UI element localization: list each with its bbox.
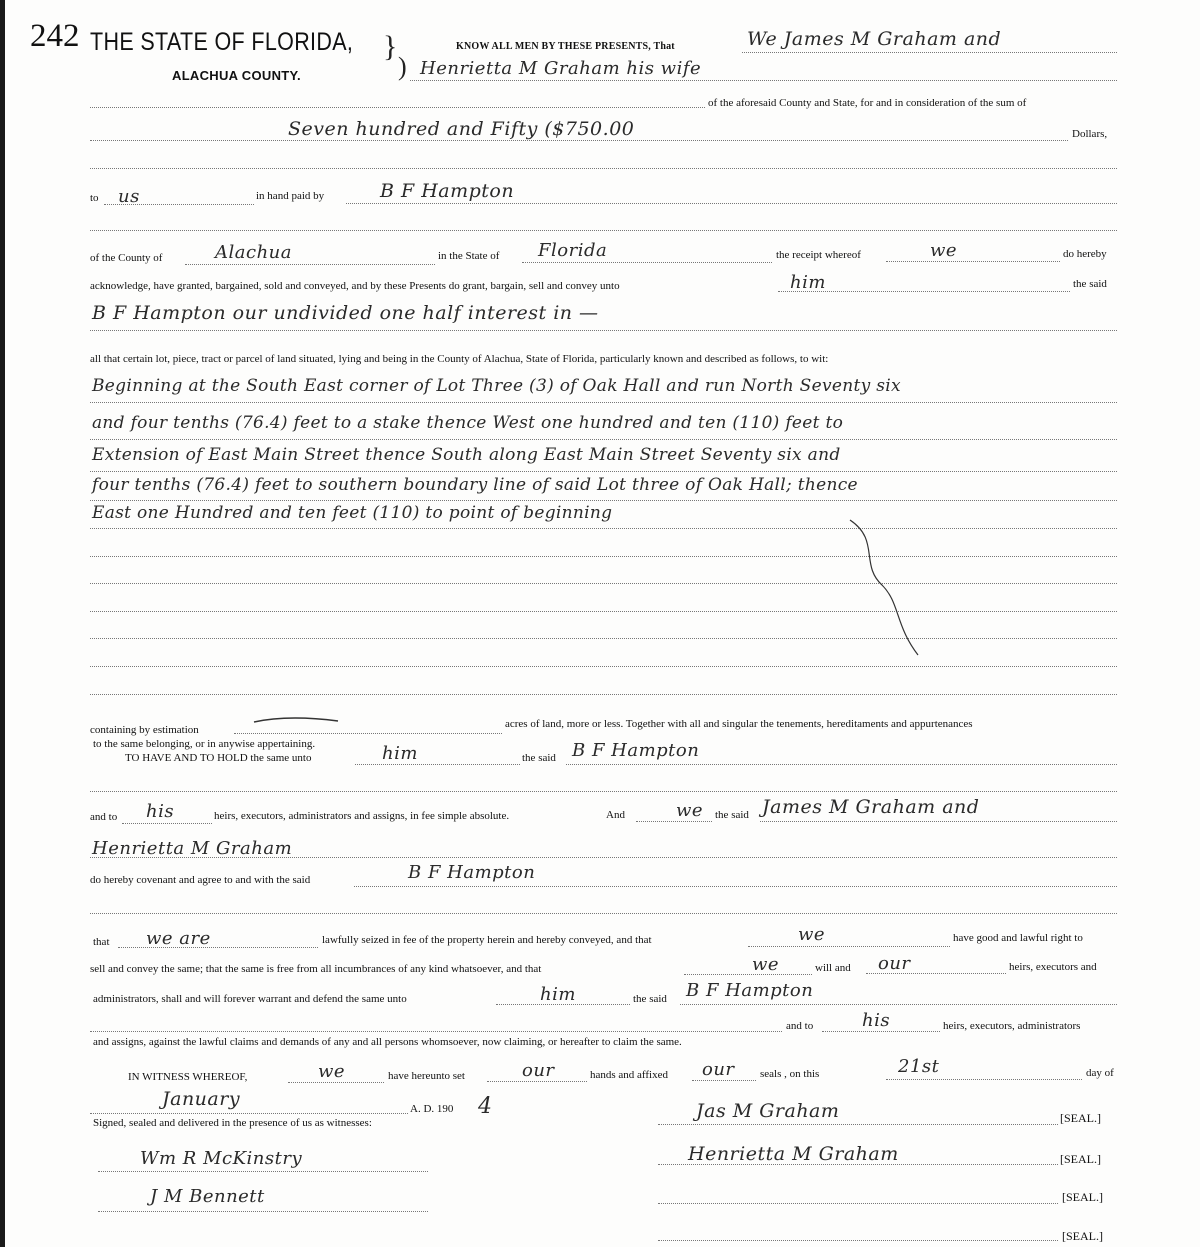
heirs-the-said: the said [715, 809, 749, 821]
seizure-we: we [798, 924, 826, 945]
covenantor-line-1: James M Graham and [762, 796, 980, 818]
dollars-label: Dollars, [1072, 128, 1108, 140]
grantor-signature-1: Jas M Graham [696, 1100, 840, 1122]
grantee-name: B F Hampton [380, 180, 515, 202]
interest-line: B F Hampton our undivided one half interest in — [92, 302, 599, 324]
assigns-and-to: and to [786, 1020, 814, 1032]
warrant-the-said: the said [633, 993, 667, 1005]
estimation-dash [252, 714, 342, 726]
to-have-grantee: B F Hampton [572, 740, 700, 761]
to-label: to [90, 192, 99, 204]
page-number: 242 [30, 18, 80, 54]
witness-signature-2: J M Bennett [150, 1186, 265, 1207]
warrant-unto-value: him [540, 984, 576, 1005]
lawfully-text: lawfully seized in fee of the property herein and hereby conveyed, and that [322, 934, 652, 946]
grantor-line-1: We James M Graham and [747, 28, 1002, 50]
seal-2: [SEAL.] [1060, 1152, 1101, 1166]
to-have-label: TO HAVE AND TO HOLD the same unto [125, 752, 312, 764]
grantor-signature-2: Henrietta M Graham [688, 1143, 899, 1165]
and-to-label: and to [90, 811, 118, 823]
of-county-label: of the County of [90, 252, 163, 264]
unto-value: him [790, 272, 826, 293]
county-value: Alachua [215, 242, 292, 263]
and-to-value: his [146, 801, 175, 822]
good-right-text: have good and lawful right to [953, 932, 1083, 944]
description-line-5: East one Hundred and ten feet (110) to point of beginning [92, 503, 613, 523]
witness-we: we [318, 1061, 346, 1082]
grantor-line-2: Henrietta M Graham his wife [420, 58, 702, 79]
description-line-3: Extension of East Main Street thence South along East Main Street Seventy six and [92, 445, 841, 465]
know-all-men: KNOW ALL MEN BY THESE PRESENTS, That [456, 41, 675, 52]
day-label: day of [1086, 1067, 1114, 1079]
claims-text: and assigns, against the lawful claims and demands of any and all persons whomsoever, now claiming, or hereafter to claim the same. [93, 1036, 682, 1048]
to-have-the-said: the said [522, 752, 556, 764]
that-label: that [93, 936, 110, 948]
sell-we: we [752, 954, 780, 975]
assigns-heirs: heirs, executors, administrators [943, 1020, 1081, 1032]
land-intro: all that certain lot, piece, tract or parcel of land situated, lying and being in the County of Alachua, State of Florida, particularly known and described as follows, to wit: [90, 353, 829, 365]
and-value: we [676, 800, 704, 821]
seal-value: our [702, 1059, 735, 1080]
seal-1: [SEAL.] [1060, 1111, 1101, 1125]
day-value: 21st [898, 1056, 940, 1077]
description-line-2: and four tenths (76.4) feet to a stake thence West one hundred and ten (110) feet to [92, 413, 844, 433]
our-value: our [878, 953, 911, 974]
covenantor-line-2: Henrietta M Graham [92, 838, 293, 859]
state-value: Florida [538, 240, 608, 261]
acres-text: acres of land, more or less. Together with all and singular the tenements, hereditaments and appurtenances [505, 718, 973, 730]
containing-label: containing by estimation [90, 724, 199, 736]
month-value: January [162, 1088, 241, 1110]
covenant-label: do hereby covenant and agree to and with the said [90, 874, 311, 886]
to-value: us [118, 186, 140, 207]
receipt-value: we [930, 240, 958, 261]
sell-text: sell and convey the same; that the same is free from all incumbrances of any kind whatsoever, and that [90, 963, 542, 975]
acknowledge-text: acknowledge, have granted, bargained, sold and conveyed, and by these Presents do grant, bargain, sell and convey unto [90, 280, 620, 292]
closing-flourish [820, 515, 930, 665]
hereunto-label: have hereunto set [388, 1070, 465, 1082]
receipt-label: the receipt whereof [776, 249, 861, 261]
that-value: we are [146, 928, 211, 949]
ad-label: A. D. 190 [410, 1103, 454, 1115]
state-title: THE STATE OF FLORIDA, [90, 28, 354, 56]
brace-right: } [383, 30, 398, 63]
hand-value: our [522, 1060, 555, 1081]
county-title: ALACHUA COUNTY. [172, 68, 301, 83]
aforesaid-text: of the aforesaid County and State, for and in consideration of the sum of [708, 97, 1027, 109]
heirs-exec: heirs, executors and [1009, 961, 1097, 973]
the-said-label: the said [1073, 278, 1107, 290]
description-line-1: Beginning at the South East corner of Lot Three (3) of Oak Hall and run North Seventy six [92, 376, 901, 396]
seal-3: [SEAL.] [1062, 1190, 1103, 1204]
signed-text: Signed, sealed and delivered in the presence of us as witnesses: [93, 1117, 372, 1129]
seal-4: [SEAL.] [1062, 1229, 1103, 1243]
hand-label: hands and affixed [590, 1069, 668, 1081]
to-have-value: him [382, 743, 418, 764]
witness-whereof: IN WITNESS WHEREOF, [128, 1071, 248, 1083]
assigns-his: his [862, 1010, 891, 1031]
heirs-text: heirs, executors, administrators and assigns, in fee simple absolute. [214, 810, 510, 822]
covenant-value: B F Hampton [408, 862, 536, 883]
belonging-text: to the same belonging, or in anywise appertaining. [93, 738, 316, 750]
state-label: in the State of [438, 250, 500, 262]
description-line-4: four tenths (76.4) feet to southern boundary line of said Lot three of Oak Hall; thence [92, 475, 858, 495]
and-label: And [606, 809, 625, 821]
amount-words: Seven hundred and Fifty ($750.00 [288, 118, 635, 140]
year-digit: 4 [478, 1094, 493, 1119]
scan-edge [0, 0, 5, 1247]
witness-signature-1: Wm R McKinstry [140, 1148, 303, 1169]
hereby-label: do hereby [1063, 248, 1107, 260]
in-hand-label: in hand paid by [256, 190, 325, 202]
warrant-grantee: B F Hampton [686, 980, 814, 1001]
seals-label: seals , on this [760, 1068, 820, 1080]
will-and: will and [815, 962, 851, 974]
admin-text: administrators, shall and will forever warrant and defend the same unto [93, 993, 407, 1005]
brace-left: ) [398, 52, 407, 81]
